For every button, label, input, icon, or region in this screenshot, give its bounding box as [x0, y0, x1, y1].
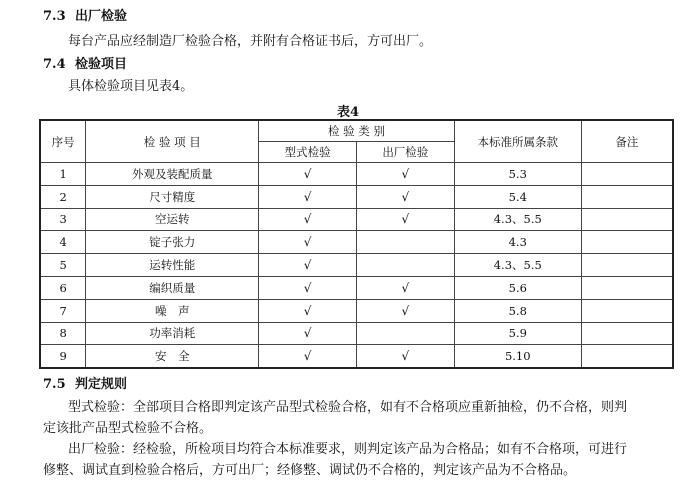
cell-factory-test: √ [356, 299, 454, 322]
header-type-test: 型式检验 [259, 142, 357, 163]
cell-type-test: √ [259, 231, 357, 254]
cell-no: 9 [40, 345, 86, 368]
cell-no: 5 [40, 254, 86, 277]
cell-clause: 5.6 [454, 276, 581, 299]
cell-note [581, 322, 673, 345]
cell-item: 编织质量 [86, 276, 259, 299]
header-no: 序号 [40, 120, 86, 163]
rule-factory-test-line1: 出厂检验：经检验，所检项目均符合本标准要求，则判定该产品为合格品；如有不合格项，可进行 [68, 442, 628, 457]
cell-no: 1 [40, 163, 86, 186]
table-row [40, 254, 673, 277]
cell-note [581, 276, 673, 299]
cell-no: 7 [40, 299, 86, 322]
cell-clause: 5.9 [454, 322, 581, 345]
cell-no: 2 [40, 185, 86, 208]
rule-factory-test-line2: 修整、调试直到检验合格后，方可出厂；经修整、调试仍不合格的，判定该产品为不合格品。 [43, 463, 577, 478]
cell-factory-test [356, 231, 454, 254]
cell-type-test: √ [259, 276, 357, 299]
cell-item: 噪 声 [86, 299, 259, 322]
cell-item: 尺寸精度 [86, 185, 259, 208]
cell-type-test: √ [259, 163, 357, 186]
table-row [40, 231, 673, 254]
cell-type-test: √ [259, 254, 357, 277]
table-row [40, 276, 673, 299]
cell-clause: 5.4 [454, 185, 581, 208]
section-7-4-body: 具体检验项目见表4。 [68, 79, 194, 94]
cell-item: 外观及装配质量 [86, 163, 259, 186]
table-row [40, 345, 673, 368]
cell-type-test: √ [259, 185, 357, 208]
table-row [40, 299, 673, 322]
cell-item: 安 全 [86, 345, 259, 368]
section-number: 7.5 [43, 377, 66, 392]
cell-item: 空运转 [86, 208, 259, 231]
cell-factory-test: √ [356, 185, 454, 208]
table-row [40, 163, 673, 186]
cell-note [581, 163, 673, 186]
cell-note [581, 185, 673, 208]
table-row [40, 208, 673, 231]
cell-no: 8 [40, 322, 86, 345]
cell-no: 4 [40, 231, 86, 254]
cell-item: 运转性能 [86, 254, 259, 277]
cell-no: 3 [40, 208, 86, 231]
cell-clause: 5.8 [454, 299, 581, 322]
cell-note [581, 345, 673, 368]
cell-note [581, 231, 673, 254]
cell-clause: 4.3、5.5 [454, 254, 581, 277]
section-number: 7.4 [43, 57, 66, 72]
header-category: 检 验 类 别 [259, 120, 454, 142]
cell-clause: 4.3、5.5 [454, 208, 581, 231]
rule-type-test-line2: 定该批产品型式检验不合格。 [43, 421, 213, 436]
cell-note [581, 299, 673, 322]
cell-clause: 5.10 [454, 345, 581, 368]
inspection-items-table [39, 119, 674, 369]
rule-type-test-line1: 型式检验：全部项目合格即判定该产品型式检验合格，如有不合格项应重新抽检，仍不合格，则判 [68, 400, 628, 415]
header-item: 检 验 项 目 [86, 120, 259, 163]
cell-item: 功率消耗 [86, 322, 259, 345]
cell-factory-test [356, 254, 454, 277]
table-caption: 表4 [336, 105, 360, 120]
cell-factory-test: √ [356, 208, 454, 231]
section-7-3-body: 每台产品应经制造厂检验合格，并附有合格证书后，方可出厂。 [68, 34, 433, 49]
cell-factory-test: √ [356, 276, 454, 299]
cell-type-test: √ [259, 345, 357, 368]
table-row [40, 322, 673, 345]
cell-no: 6 [40, 276, 86, 299]
cell-type-test: √ [259, 208, 357, 231]
cell-item: 锭子张力 [86, 231, 259, 254]
header-factory-test: 出厂检验 [356, 142, 454, 163]
cell-type-test: √ [259, 322, 357, 345]
section-title: 检验项目 [75, 57, 128, 72]
section-7-4-heading [43, 56, 127, 73]
section-title: 出厂检验 [75, 9, 128, 24]
cell-factory-test: √ [356, 345, 454, 368]
header-clause: 本标准所属条款 [454, 120, 581, 163]
cell-type-test: √ [259, 299, 357, 322]
header-note: 备注 [581, 120, 673, 163]
cell-clause: 4.3 [454, 231, 581, 254]
cell-factory-test: √ [356, 163, 454, 186]
section-number: 7.3 [43, 9, 66, 24]
section-7-3-heading [43, 8, 127, 25]
section-title: 判定规则 [75, 377, 128, 392]
cell-note [581, 208, 673, 231]
section-7-5-heading [43, 376, 127, 393]
cell-clause: 5.3 [454, 163, 581, 186]
table-row [40, 185, 673, 208]
cell-factory-test [356, 322, 454, 345]
cell-note [581, 254, 673, 277]
